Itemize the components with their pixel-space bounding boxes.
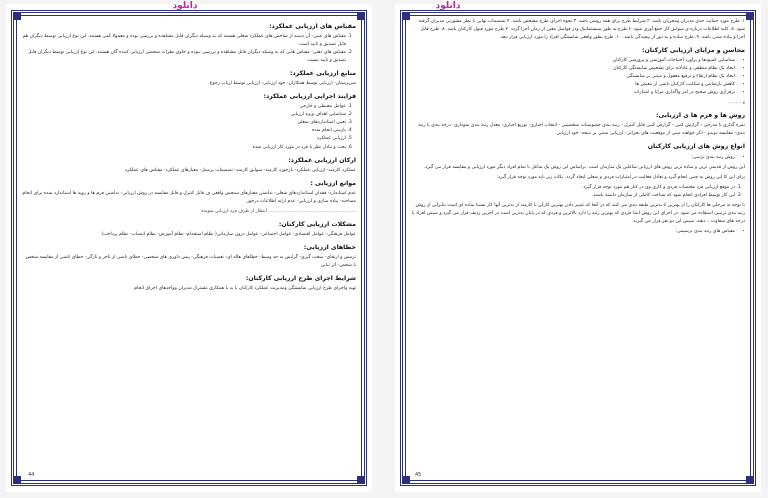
list-item: • روش رتبه بندی ترتیبی: <box>411 154 735 162</box>
paragraph: تهیه واجرای طرح ارزیابی شایستگی ومدیریت عملکرد کارکنان با بد با همکاری مشترک مدیران وواحدهای اجرای انجام <box>134 286 356 292</box>
paragraph: این روش از قدیمی ترین و ساده ترین روش های ارزیابی شاغلین یک سازمان است. براساس این روش یک شاغل با تمام افراد دیگر مورد ارزیابی و مقایسه قرار می گیرد. <box>423 164 745 170</box>
corner-ornament <box>746 12 754 20</box>
header-logo: دانلود <box>435 1 461 11</box>
section-heading: انواع روش های ارزیابی کارکنان <box>647 143 745 151</box>
list-item: 4. بازبینی انجام شده <box>22 127 346 135</box>
paragraph: عدم استاندارد- فقدان استانداردهای شغلی- نداشتن معیارهای سنجش واقعی ف قابل کنترل و قابل مقایسه در روش ارزیابی- نداشتن فرم ها و رویه ها استاندارد شده برای انجام مصاحبه- پیاده سازی و ارزیابی- عدم ارایه اطلاعات درخور <box>22 190 356 204</box>
section-list <box>22 103 356 151</box>
corner-ornament <box>357 12 365 20</box>
left-page <box>6 1 372 492</box>
paragraph: با توجه به مرحلی ها کارکنان را از بهترین تا بدترین طبقه بندی می کنند که در آنجا که تمییز دادن بهترین کارکن با کارمند از بدترین آنها کار نسبتا ساده ای است بنابراین از روش رتبه بندی ترتیبی استفاده می شود. در اجرای این روش ابتدا فردی که بهترین رتبه را دارد بالاترین و فردی که در پایان بدترین است در آخرین ردیف قرار می گیرد و سپس افراد با درجه های متفاوت... دهند. سپس این دو نفر قرار می گیرند. <box>411 202 745 224</box>
page-number: 45 <box>415 472 422 478</box>
section-heading: مشکلات ارزیابی کارکنان: <box>278 220 356 228</box>
corner-ornament <box>13 476 21 484</box>
corner-ornament <box>13 12 21 20</box>
section-heading: مقیاس های ارزیابی عملکرد: <box>269 23 356 30</box>
paragraph: عملکرد کارمند- ارزیابی عملکرد- بازخورد کارمند- سوابق کارمند- تصمیمات پرسنل- معیارهای عملکرد- مقیاس های عملکرد <box>124 167 356 173</box>
header-logo: دانلود <box>172 1 198 11</box>
list-item: • ایجاد یک نظام منطقی و عادلانه برای تشخیص شایستگی کارکنان <box>411 65 735 73</box>
section-list <box>411 228 745 236</box>
section-heading: محاسن و مزایای ارزیابی کارکنان: <box>641 47 745 55</box>
list-item: 2. شناسایی اهداف ویژه ارزیابی <box>22 111 346 119</box>
section-heading: روش ها و فرم ها ی ارزیابی: <box>656 112 745 120</box>
list-item: 1. عوامل محیطی و خارجی <box>22 103 346 111</box>
list-item: 6. بحث و تبادل نظر با فرد در مورد کار ارزیابی شده <box>22 144 346 152</box>
corner-ornament <box>402 476 410 484</box>
dotted-line: و ......... <box>728 100 745 106</box>
section-heading: ارکان ارزیابی عملکرد: <box>288 156 356 164</box>
list-item: 5. ارزیابی عملکرد <box>22 135 346 143</box>
page-content <box>411 18 745 470</box>
list-item: 1. مقیاس های عینی- آن دسته از شاخص های عملکرد شغلی هستند که به وسیله دیگران قابل مشاهده و بررسی بوده و معمولا کمی هستند. این نوع ارزیابی توسط دیگران هم قابل تصدیق و تایید است. <box>22 33 346 49</box>
paragraph: ۱. طرح مورد حمایت جدی مدیران ومجریان باشد. ۲.شرایط طرح برای همه روشن باشد. ۳.نحوه اجرای طرح مشخص باشد. ۴.تصمیمات نهایی با نظر مشورتی مدیران گرفته شود. ۵. کلیه اطلاعات درباره ی سوابق کار جمع آوری شود. ۶.طرح به طور سیستماتیک ودر فواصل معین از زمان اجرا گردد. ۷.طرح مورد قبول کارکنان باشد. ۸. طرح قابل اجرا و پیاده شدن باشد. ۹. طرح ساده و به دور از پیچیدگی باشد. ۱۰. طرح بطور واقعی شایستگی افراد را مورد ارزیابی قرار دهد. <box>418 19 745 41</box>
list-item: 1. در موقع ارزیابی فرد مختصات فردی و کاری وی در کنار هم مورد توجه قرار گیرد. <box>411 184 735 192</box>
section-list <box>22 33 356 65</box>
list-item: • کاهش نارضایتی و شکایت کارکنان ناشی از تبعیض ها <box>411 81 735 89</box>
section-list <box>411 184 745 200</box>
section-heading: فرایند اجرایی ارزیابی عملکرد: <box>263 93 356 101</box>
section-heading: منابع ارزیابی عملکرد: <box>289 70 356 78</box>
list-item: • برقراری روش صحیح در امر واگذاری مزایا و امتیازات <box>411 89 735 97</box>
list-item: • شناسایی کمبودها و برآورد احتیاجات آموزشی و پرورشی کارکنان <box>411 57 735 65</box>
list-item: 2. این کار توسط افرادی انجام شود که شناخت کاملی از سازمان داشته باشند. <box>411 192 735 200</box>
list-item: • ایجاد یک نظام ارتقاء و ترفیع معقول و مبتنی بر شایستگی <box>411 73 735 81</box>
corner-ornament <box>357 476 365 484</box>
paragraph: عوامل فرهنگی- عوامل اقتصادی- عوامل اجتماعی- عوامل درون سازمانی( نظام استخدام- نظام آموزش- نظام انتصاب- نظام پرداخت) <box>101 231 356 237</box>
section-list <box>411 154 745 162</box>
section-heading: شرایط اجرای طرح ارزیابی کارکنان: <box>245 275 356 282</box>
page-number: 44 <box>28 472 35 478</box>
paragraph: ترمش و ارتقای- سخت گیری- گرایش به حد وسط- خطاهای هاله ای- تعصبات فرهنگی- پیش داوری های شخصی- خطای ناشی از تاخر و تازگی- خطای ناشی از مقایسه شخص با شخص- اثر تباین <box>25 254 356 268</box>
page-content <box>22 18 356 470</box>
list-item: 3. تعیین استانداردهای شغلی <box>22 119 346 127</box>
list-item: 2. مقیاس های ذهنی- مقیاس هایی که به وسیله دیگران قابل مشاهده و بررسی نبوده و حاوی نظرات شخصی ارزیابی کننده گان هستند. این نوع ارزیابی توسط دیگران قابل تصدیق و تایید نیست. <box>22 49 346 65</box>
dotted-line: ............................................................ انتظار از طرف فرد ارزیابی شونده <box>201 208 356 214</box>
section-heading: موانع ارزیابی : <box>310 179 356 187</box>
right-page <box>395 1 761 492</box>
paragraph: برای این کا این روش به چنین انجام گیرد و تعادل فعالیت در امتیازات فردی و شغلی ایجاد گردد. نکات زیر باید مورد توجه قرار گیرد: <box>496 174 745 180</box>
paragraph: سرپرستان- ارزیابی توسط همکاران- خود ارزیابی- ارزیابی توسط ارباب رجوع <box>209 81 356 87</box>
corner-ornament <box>402 12 410 20</box>
section-list <box>411 57 745 97</box>
list-item: • مقیاس های رتبه بندی ترسیمی: <box>411 228 735 236</box>
section-heading: خطاهای ارزیابی: <box>303 243 356 251</box>
paragraph: نمره گذاری یا مدرجی - گزارش کتبی - گزارش کتبی قابل کنترل - رتبه بندی خصوصیات شخصیتی - انتخاب اجباری- توزیع اجباری- معدل رتبه بندی نموداری- درجه بندی با رتبه بندی- مقایسه دوبدو - ذکر خواهند مبنی از موقعیت های بحرانی- ارزیابی مبتنی بر نتیجه- خود ارزیابی <box>418 123 745 137</box>
corner-ornament <box>746 476 754 484</box>
